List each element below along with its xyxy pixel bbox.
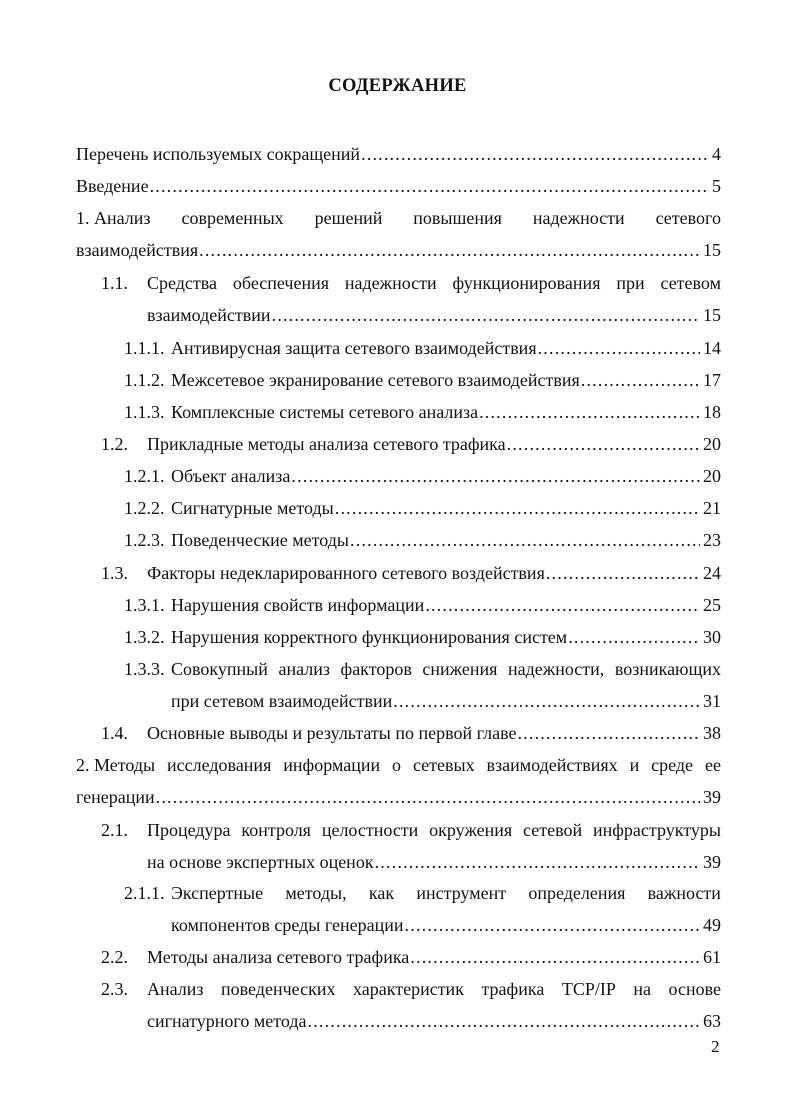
toc-leader-dots	[425, 593, 700, 617]
toc-entry-page: 25	[703, 595, 721, 615]
toc-entry-page: 14	[703, 338, 721, 358]
toc-entry-title: Факторы недекларированного сетевого воздействия	[147, 563, 545, 583]
toc-leader-dots	[405, 913, 700, 937]
toc-entry-title: Нарушения свойств информации	[171, 595, 425, 615]
toc-entry-number: 2.1.	[101, 820, 128, 840]
toc-entry-number: 1.1.1.	[124, 338, 165, 358]
toc-leader-dots	[335, 496, 700, 520]
toc-entry-number: 1.2.	[101, 434, 128, 454]
toc-leader-dots	[272, 303, 700, 327]
toc-entry-number: 2.	[76, 755, 90, 775]
toc-entry-title-line1: Средства обеспечения надежности функционирования при сетевом	[147, 273, 721, 293]
toc-entry-title-line2: взаимодействия	[76, 240, 199, 260]
toc-leader-dots	[517, 721, 700, 745]
toc-leader-dots	[507, 432, 700, 456]
toc-entry-title-line2: компонентов среды генерации	[171, 915, 404, 935]
toc-leader-dots	[350, 528, 700, 552]
toc-entry-title: Прикладные методы анализа сетевого трафика	[147, 434, 506, 454]
toc-leader-dots	[375, 850, 700, 874]
toc-leader-dots	[538, 336, 700, 360]
toc-leader-dots	[361, 142, 709, 166]
toc-entry-title: Объект анализа	[171, 466, 291, 486]
toc-entry-title-line1: Совокупный анализ факторов снижения надежности, возникающих	[171, 659, 721, 679]
toc-entry-page: 39	[703, 852, 721, 872]
toc-leader-dots	[568, 625, 700, 649]
page-number: 2	[711, 1037, 720, 1056]
toc-entry-number: 1.1.	[101, 273, 128, 293]
toc-entry-title-line1: Процедура контроля целостности окружения сетевой инфраструктуры	[147, 820, 721, 840]
toc-entry-title: Основные выводы и результаты по первой главе	[147, 723, 517, 743]
toc-entry-title: Введение	[76, 176, 149, 196]
toc-leader-dots	[546, 561, 700, 585]
toc-entry-number: 2.2.	[101, 947, 128, 967]
toc-leader-dots	[393, 689, 700, 713]
toc-entry-page: 24	[703, 563, 721, 583]
toc-entry-number: 1.	[76, 208, 90, 228]
toc-entry-page: 4	[712, 144, 721, 164]
toc-entry-page: 63	[703, 1011, 721, 1031]
toc-entry-page: 23	[703, 530, 721, 550]
toc-entry-title-line2: на основе экспертных оценок	[147, 852, 374, 872]
toc-leader-dots	[479, 400, 700, 424]
toc-entry-number: 1.3.2.	[124, 627, 165, 647]
toc-entry-number: 1.1.2.	[124, 370, 165, 390]
toc-entry-title-line2: при сетевом взаимодействии	[171, 691, 393, 711]
toc-entry-number: 1.3.1.	[124, 595, 165, 615]
toc-entry-number: 2.1.1.	[124, 883, 165, 903]
toc-entry-title-line1: Анализ современных решений повышения надежности сетевого	[94, 208, 721, 228]
toc-entry-title-line1: Анализ поведенческих характеристик трафика TCP/IP на основе	[147, 979, 721, 999]
toc-entry-title: Антивирусная защита сетевого взаимодействия	[171, 338, 537, 358]
toc-entry-page: 30	[703, 627, 721, 647]
toc-entry-page: 20	[703, 434, 721, 454]
toc-leader-dots	[156, 785, 700, 809]
toc-entry-title: Сигнатурные методы	[171, 498, 334, 518]
toc-leader-dots	[308, 1009, 701, 1033]
toc-entry-title-line2: генерации	[76, 787, 155, 807]
toc-leader-dots	[291, 464, 700, 488]
toc-entry-page: 20	[703, 466, 721, 486]
toc-leader-dots	[410, 945, 700, 969]
toc-entry-page: 39	[703, 787, 721, 807]
toc-entry-title: Перечень используемых сокращений	[76, 144, 361, 164]
toc-leader-dots	[150, 174, 709, 198]
toc-entry-number: 1.4.	[101, 723, 128, 743]
page-title: СОДЕРЖАНИЕ	[328, 76, 467, 96]
toc-entry-title: Комплексные системы сетевого анализа	[171, 402, 479, 422]
toc-entry-title: Нарушения корректного функционирования систем	[171, 627, 568, 647]
toc-entry-title: Межсетевое экранирование сетевого взаимодействия	[171, 370, 580, 390]
toc-entry-title-line1: Экспертные методы, как инструмент определения важности	[171, 883, 721, 903]
toc-entry-page: 21	[703, 498, 721, 518]
toc-entry-page: 5	[712, 176, 721, 196]
toc-leader-dots	[581, 368, 700, 392]
toc-entry-page: 49	[703, 915, 721, 935]
toc-entry-number: 1.2.1.	[124, 466, 165, 486]
toc-entry-page: 15	[703, 240, 721, 260]
toc-entry-number: 1.1.3.	[124, 402, 165, 422]
toc-entry-page: 38	[703, 723, 721, 743]
toc-entry-title-line2: взаимодействии	[147, 305, 271, 325]
toc-entry-number: 1.2.3.	[124, 530, 165, 550]
toc-entry-title-line2: сигнатурного метода	[147, 1011, 307, 1031]
toc-entry-page: 61	[703, 947, 721, 967]
toc-entry-title-line1: Методы исследования информации о сетевых взаимодействиях и среде ее	[94, 755, 721, 775]
toc-entry-title: Поведенческие методы	[171, 530, 350, 550]
toc-entry-title: Методы анализа сетевого трафика	[147, 947, 410, 967]
toc-entry-page: 31	[703, 691, 721, 711]
toc-entry-page: 15	[703, 305, 721, 325]
toc-entry-number: 1.3.	[101, 563, 128, 583]
toc-entry-page: 18	[703, 402, 721, 422]
toc-leader-dots	[199, 238, 700, 262]
toc-entry-number: 1.3.3.	[124, 659, 165, 679]
toc-entry-number: 2.3.	[101, 979, 128, 999]
toc-entry-number: 1.2.2.	[124, 498, 165, 518]
toc-entry-page: 17	[703, 370, 721, 390]
